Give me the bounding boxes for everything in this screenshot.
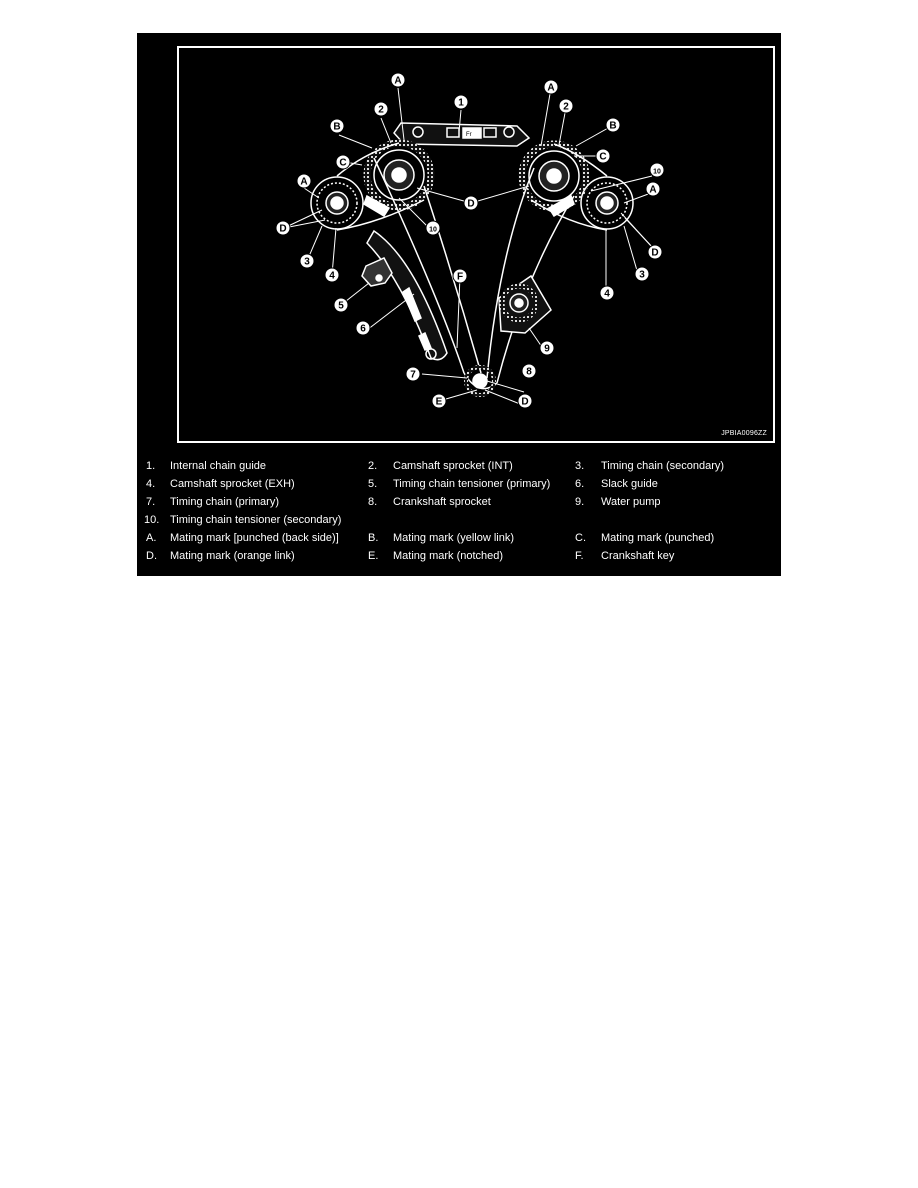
callout-text: A: [547, 82, 555, 94]
callout-F: [453, 269, 467, 283]
legend-text: Camshaft sprocket (EXH): [170, 478, 295, 490]
water-pump: [499, 276, 551, 333]
legend-number: A.: [146, 532, 157, 544]
callout-text: 8: [526, 366, 532, 378]
callout-text: A: [649, 184, 657, 196]
legend-number: E.: [368, 550, 379, 562]
callout-D: [276, 221, 290, 235]
callout-text: D: [467, 198, 475, 210]
legend-number: 8.: [368, 496, 378, 508]
legend-number: 1.: [146, 460, 156, 472]
legend-row: [137, 548, 781, 566]
legend-text: Mating mark (punched): [601, 532, 715, 544]
callout-A: [297, 174, 311, 188]
callout-text: B: [333, 121, 341, 133]
callout-4: [325, 268, 339, 282]
callout-text: 7: [410, 369, 416, 381]
callout-C: [596, 149, 610, 163]
callout-text: D: [651, 247, 659, 259]
internal-chain-guide: [394, 123, 529, 146]
figure-code: JPBIA0096ZZ: [721, 430, 767, 437]
camshaft-sprocket-int-right: [522, 144, 586, 208]
legend-number: 6.: [575, 478, 585, 490]
legend-text: Timing chain (secondary): [601, 460, 725, 472]
callout-text: 1: [458, 97, 464, 109]
callout-A: [646, 182, 660, 196]
legend-number: 5.: [368, 478, 378, 490]
callout-text: 10: [429, 226, 437, 234]
legend-number: 2.: [368, 460, 378, 472]
legend-row: [137, 476, 781, 494]
callout-B: [606, 118, 620, 132]
callout-text: 2: [563, 101, 569, 113]
diagram-frame: [177, 46, 775, 443]
legend-text: Water pump: [601, 496, 661, 508]
legend-number: C.: [575, 532, 586, 544]
legend-number: 9.: [575, 496, 585, 508]
callout-2: [559, 99, 573, 113]
legend-text: Timing chain tensioner (secondary): [170, 514, 342, 526]
legend-text: Mating mark [punched (back side)]: [170, 532, 339, 544]
callout-D: [648, 245, 662, 259]
callout-10: [426, 221, 440, 235]
legend-row: [137, 512, 781, 530]
callout-text: 2: [378, 104, 384, 116]
callout-D: [518, 394, 532, 408]
legend-text: Crankshaft sprocket: [393, 496, 491, 508]
callout-2: [374, 102, 388, 116]
callout-9: [540, 341, 554, 355]
legend-row: [137, 530, 781, 548]
callout-7: [406, 367, 420, 381]
callout-5: [334, 298, 348, 312]
callout-text: 10: [653, 168, 661, 176]
callout-text: 3: [639, 269, 645, 281]
camshaft-sprocket-int-left: [367, 143, 431, 207]
callout-text: A: [300, 176, 308, 188]
legend-number: B.: [368, 532, 379, 544]
legend-number: 3.: [575, 460, 585, 472]
legend-text: Crankshaft key: [601, 550, 675, 562]
legend-text: Camshaft sprocket (INT): [393, 460, 513, 472]
legend-row: [137, 458, 781, 476]
callout-4: [600, 286, 614, 300]
fr-mark: Fr: [466, 132, 472, 138]
legend-row: [137, 494, 781, 512]
callout-text: 3: [304, 256, 310, 268]
callout-6: [356, 321, 370, 335]
callout-text: B: [609, 120, 617, 132]
callout-text: F: [456, 271, 464, 283]
callout-3: [300, 254, 314, 268]
legend-text: Timing chain (primary): [170, 496, 280, 508]
timing-chain-diagram: [179, 48, 773, 441]
legend-text: Slack guide: [601, 478, 658, 490]
callout-text: 5: [338, 300, 344, 312]
legend-text: Timing chain tensioner (primary): [393, 478, 551, 490]
callout-text: C: [599, 151, 607, 163]
legend-number: D.: [146, 550, 157, 562]
legend-number: 10.: [144, 514, 160, 526]
callout-C: [336, 155, 350, 169]
legend-text: Mating mark (yellow link): [393, 532, 515, 544]
callout-1: [454, 95, 468, 109]
legend-number: 4.: [146, 478, 156, 490]
legend-text: Internal chain guide: [170, 460, 267, 472]
callout-text: A: [394, 75, 402, 87]
callout-D: [464, 196, 478, 210]
callout-10: [650, 163, 664, 177]
legend-number: F.: [575, 550, 584, 562]
legend-number: 7.: [146, 496, 156, 508]
timing-chain-figure: [137, 33, 781, 576]
callout-B: [330, 119, 344, 133]
callout-text: 9: [544, 343, 550, 355]
callout-text: E: [435, 396, 443, 408]
callout-text: D: [521, 396, 529, 408]
legend-text: Mating mark (notched): [393, 550, 504, 562]
legend: [137, 456, 781, 576]
callout-text: 6: [360, 323, 366, 335]
callout-A: [544, 80, 558, 94]
callout-8: [522, 364, 536, 378]
callout-text: D: [279, 223, 287, 235]
legend-text: Mating mark (orange link): [170, 550, 295, 562]
callout-text: 4: [329, 270, 335, 282]
callout-text: 4: [604, 288, 610, 300]
callout-text: C: [339, 157, 347, 169]
callout-A: [391, 73, 405, 87]
callout-3: [635, 267, 649, 281]
callout-E: [432, 394, 446, 408]
